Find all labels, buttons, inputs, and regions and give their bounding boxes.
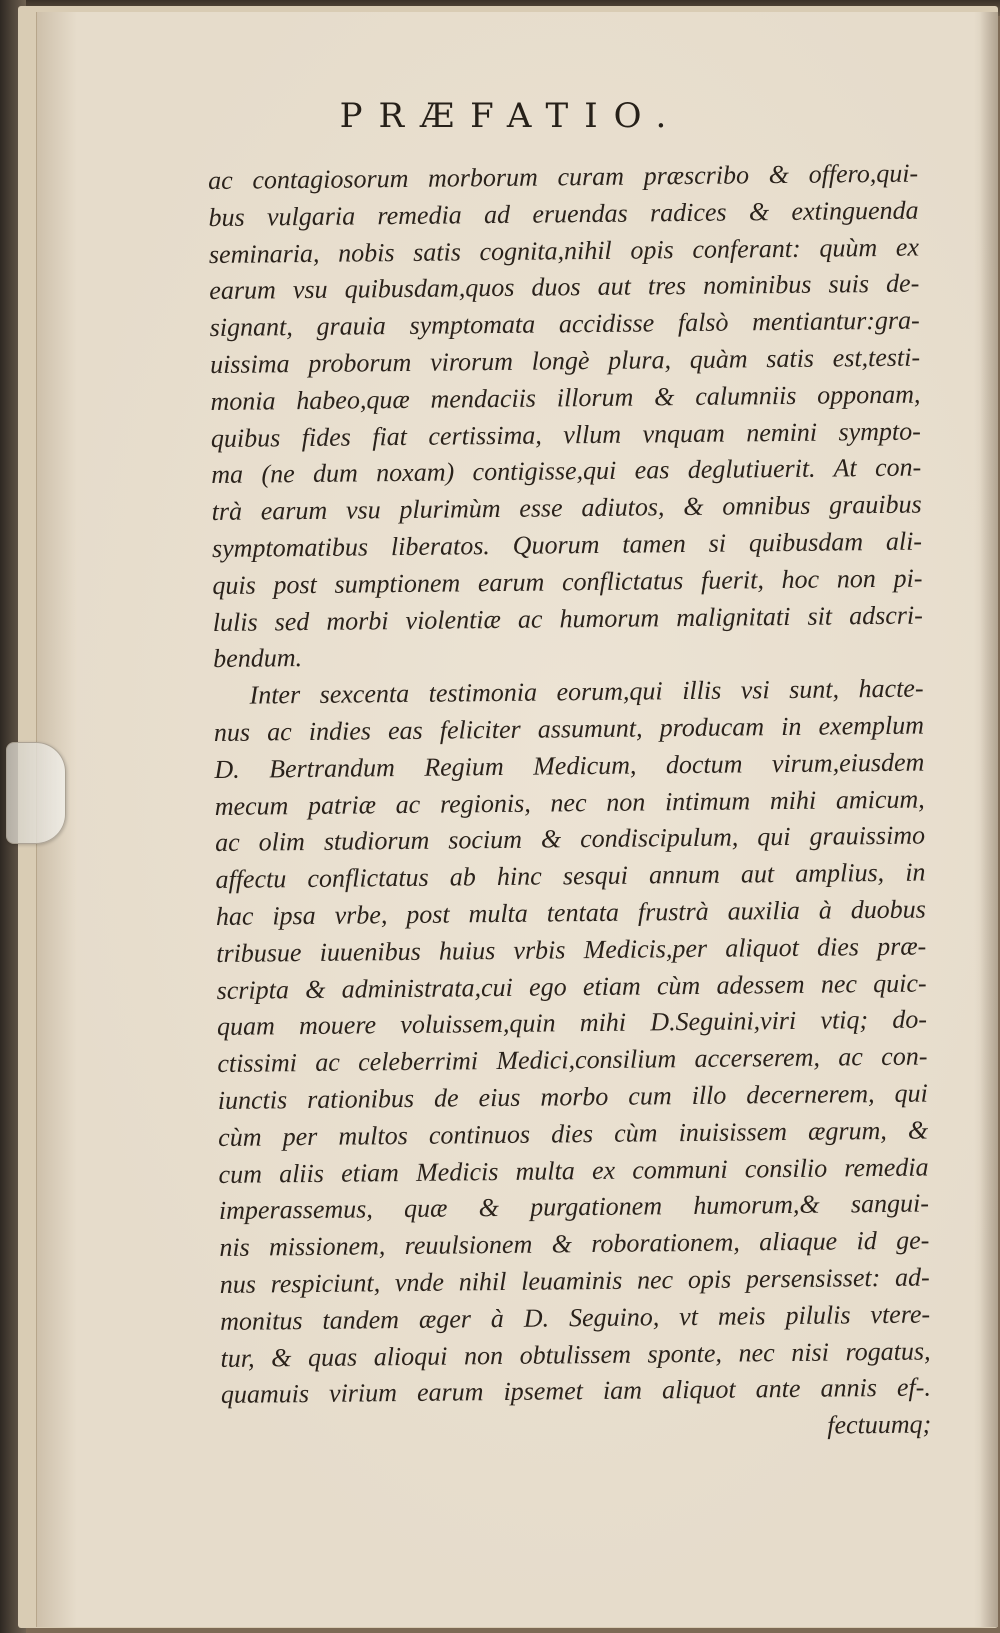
text-line: nis missionem, reuulsionem & roborationem, aliaque id ge- [219,1225,930,1263]
text-line: monitus tandem æger à D. Seguino, vt meis pilulis vtere- [219,1299,931,1336]
text-line: quis post sumptionem earum conflictatus fuerit, hoc non pi- [212,563,923,600]
text-line: lulis sed morbi violentiæ ac humorum malignitati sit adscri- [212,600,923,637]
text-line: bendum. [213,643,303,674]
text-line: symptomatibus liberatos. Quorum tamen si quibusdam ali- [211,526,923,563]
text-line: nus ac indies eas feliciter assumunt, producam in exemplum [213,710,925,747]
text-line: scripta & administrata,cui ego etiam cùm adessem nec quic- [216,968,927,1005]
page-tab-clip [6,742,66,844]
text-line: nus respiciunt, vnde nihil leuaminis nec opis persensisset: ad- [219,1262,930,1299]
text-line: affectu conflictatus ab hinc sesqui annum aut amplius, in [215,857,926,895]
text-line: earum vsu quibusdam,quos duos aut tres nominibus suis de- [209,268,920,306]
text-line: signant, grauia symptomata accidisse falsò mentiantur:gra- [209,305,920,343]
text-line: D. Bertrandum Regium Medicum, doctum virum,eiusdem [214,747,925,784]
text-line: hac ipsa vrbe, post multa tentata frustrà auxilia à duobus [215,894,927,931]
text-line: quibus fides fiat certissima, vllum vnquam nemini sympto- [210,416,921,453]
text-line: monia habeo,quæ mendaciis illorum & calumniis opponam, [210,379,921,416]
text-line: quamuis virium earum ipsemet iam aliquot ante annis ef-. [220,1372,932,1410]
text-line: trà earum vsu plurimùm esse adiutos, & omnibus grauibus [211,489,922,527]
page-right-shadow [980,12,998,1627]
text-line: cum aliis etiam Medicis multa ex communi consilio remedia [218,1152,929,1189]
text-line: quam mouere voluissem,quin mihi D.Seguini,viri vtiq; do- [216,1004,928,1042]
text-line: uissima proborum virorum longè plura, quàm satis est,testi- [209,342,921,379]
text-line: tribusue iuuenibus huius vrbis Medicis,per aliquot dies præ- [216,931,927,968]
text-line: tur, & quas alioqui non obtulissem sponte, nec nisi rogatus, [220,1336,931,1373]
body-text [208,156,931,1451]
text-line: imperassemus, quæ & purgationem humorum,& sangui- [218,1188,930,1226]
text-line-paragraph-start: Inter sexcenta testimonia eorum,qui illis vsi sunt, hacte- [249,673,924,710]
text-line: mecum patriæ ac regionis, nec non intimum mihi amicum, [214,784,925,821]
catchword: fectuumq; [827,1409,932,1440]
text-line: ac contagiosorum morborum curam præscribo & offero,qui- [208,158,919,195]
text-line: ac olim studiorum socium & condiscipulum, qui grauissimo [214,820,926,858]
text-line: iunctis rationibus de eius morbo cum illo decernerem, qui [217,1078,928,1115]
text-line: seminaria, nobis satis cognita,nihil opis conferant: quùm ex [208,232,920,269]
text-line: ctissimi ac celeberrimi Medici,consilium accerserem, ac con- [217,1041,928,1079]
text-line: bus vulgaria remedia ad eruendas radices & extinguenda [208,195,919,232]
running-head: PRÆFATIO. [339,96,683,136]
text-line: cùm per multos continuos dies cùm inuisissem ægrum, & [218,1115,929,1152]
text-line: ma (ne dum noxam) contigisse,qui eas deglutiuerit. At con- [211,452,922,490]
